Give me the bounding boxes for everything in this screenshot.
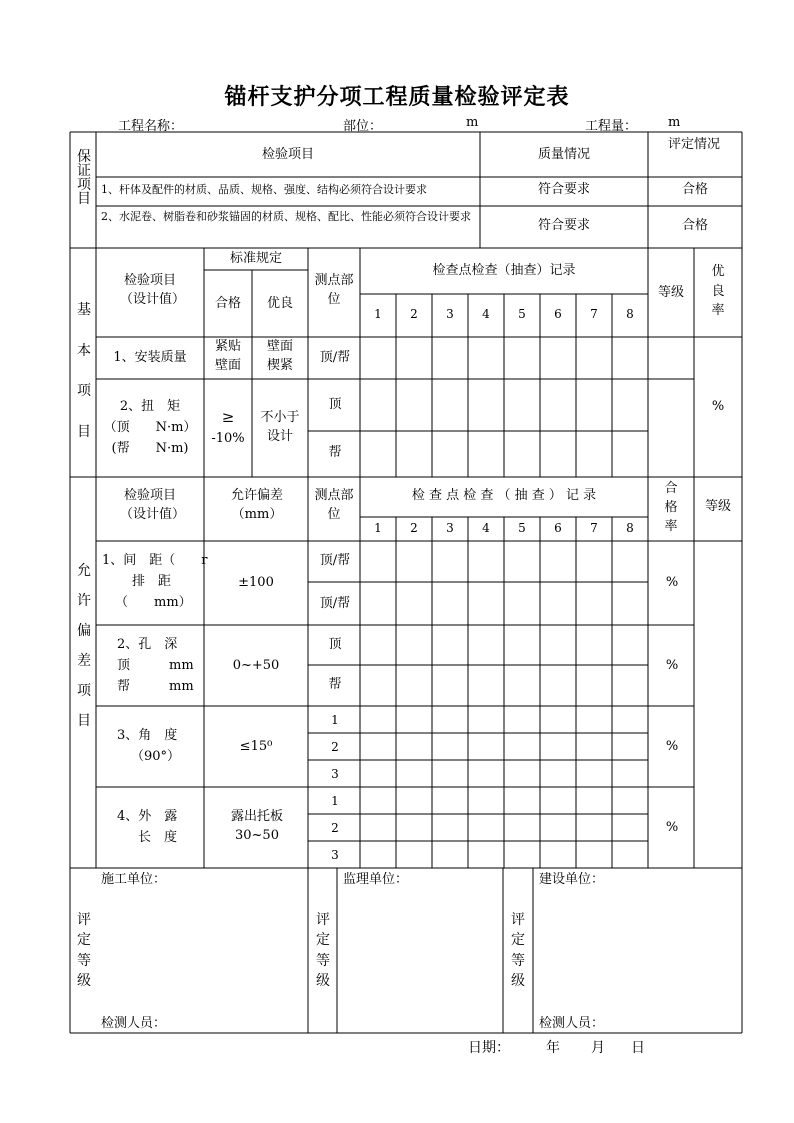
date-day: 日 xyxy=(631,1040,645,1056)
basic-col-pos: 测点部位 xyxy=(314,273,354,307)
tol-pos-1b: 顶/帮 xyxy=(319,596,351,611)
tol-item-2b: 顶 mm xyxy=(117,658,194,673)
tol-pos-4-1: 1 xyxy=(331,794,339,808)
basic-col-good: 优良 xyxy=(266,296,293,311)
supervision-unit-label: 监理单位： xyxy=(343,872,409,887)
date-month: 月 xyxy=(591,1040,605,1056)
basic-item-2a: 2、扭 矩 xyxy=(119,399,181,414)
basic-col-grade: 等级 xyxy=(657,285,684,300)
tol-rate-4: % xyxy=(665,820,679,835)
basic-good-1: 壁面楔紧 xyxy=(266,339,293,373)
tol-pos-2a: 顶 xyxy=(328,637,342,652)
tol-rate-3: % xyxy=(665,739,679,754)
tol-record-number-4: 4 xyxy=(482,521,490,535)
tol-pos-4-3: 3 xyxy=(331,848,339,862)
tol-record-number-1: 1 xyxy=(374,521,382,535)
basic-record-number-1: 1 xyxy=(374,307,382,321)
eval-label-2: 评 定 等 级 xyxy=(316,912,330,989)
tol-item-1c: （ mm） xyxy=(115,595,192,610)
tol-record-number-6: 6 xyxy=(554,521,562,535)
tol-col-item: 检验项目（设计值） xyxy=(120,488,186,522)
tol-record-number-3: 3 xyxy=(446,521,454,535)
basic-record-number-7: 7 xyxy=(590,307,598,321)
tol-allow-4: 露出托板30~50 xyxy=(230,809,283,843)
tol-allow-2: 0~+50 xyxy=(232,658,280,673)
tol-item-2a: 2、孔 深 xyxy=(117,637,178,652)
basic-record-number-3: 3 xyxy=(446,307,454,321)
basic-record-number-4: 4 xyxy=(482,307,490,321)
eval-label-3: 评 定 等 级 xyxy=(511,912,525,989)
basic-pass-2b: -10% xyxy=(211,431,245,446)
tol-col-grade: 等级 xyxy=(704,499,731,514)
guarantee-quality-2: 符合要求 xyxy=(537,218,590,233)
guarantee-section-label: 保 证 项 目 xyxy=(77,149,91,207)
basic-good-2: 不小于设计 xyxy=(260,410,300,444)
guarantee-col-item: 检验项目 xyxy=(261,147,314,162)
basic-rate: % xyxy=(711,399,725,414)
basic-pass-1: 紧贴壁面 xyxy=(214,339,241,373)
tol-col-rate: 合格率 xyxy=(664,481,678,534)
basic-col-record: 检查点检查（抽查）记录 xyxy=(432,263,576,278)
tol-pos-4-2: 2 xyxy=(331,821,339,835)
project-name-label: 工程名称： xyxy=(118,119,184,134)
guarantee-quality-1: 符合要求 xyxy=(537,182,590,197)
inspector-label-1: 检测人员： xyxy=(101,1016,167,1031)
tol-pos-2b: 帮 xyxy=(328,677,342,692)
basic-record-number-5: 5 xyxy=(518,307,526,321)
tol-col-allow: 允许偏差（mm） xyxy=(230,488,283,522)
tol-rate-2: % xyxy=(665,658,679,673)
tol-col-pos: 测点部位 xyxy=(314,488,354,522)
tol-pos-3-3: 3 xyxy=(331,767,339,781)
basic-record-number-2: 2 xyxy=(410,307,418,321)
form-title: 锚杆支护分项工程质量检验评定表 xyxy=(224,84,570,110)
guarantee-item-2: 2、水泥卷、树脂卷和砂浆锚固的材质、规格、配比、性能必须符合设计要求 xyxy=(101,210,471,223)
tol-allow-1: ±100 xyxy=(238,575,274,590)
tol-item-3a: 3、角 度 xyxy=(117,728,178,743)
basic-pos-2-top: 顶 xyxy=(328,397,342,412)
construction-unit-label: 施工单位： xyxy=(101,872,167,887)
tol-item-1b: 排 距 xyxy=(132,574,172,589)
tol-col-record: 检 查 点 检 查 （ 抽 查 ） 记 录 xyxy=(411,488,597,503)
basic-record-number-6: 6 xyxy=(554,307,562,321)
tol-record-number-7: 7 xyxy=(590,521,598,535)
part-unit: m xyxy=(466,115,479,130)
guarantee-eval-2: 合格 xyxy=(681,218,708,233)
tol-item-4b: 长 度 xyxy=(138,830,178,845)
basic-col-pass: 合格 xyxy=(214,296,241,311)
tol-pos-1a: 顶/帮 xyxy=(319,553,351,568)
tol-item-2c: 帮 mm xyxy=(117,679,194,694)
tol-rate-1: % xyxy=(665,575,679,590)
guarantee-col-eval: 评定情况 xyxy=(667,137,720,152)
guarantee-eval-1: 合格 xyxy=(681,182,708,197)
tol-record-number-2: 2 xyxy=(410,521,418,535)
tol-allow-3: ≤15⁰ xyxy=(239,739,273,754)
basic-record-number-8: 8 xyxy=(626,307,634,321)
basic-col-good-rate: 优良率 xyxy=(711,264,725,318)
guarantee-col-quality: 质量情况 xyxy=(537,147,590,162)
tol-pos-3-2: 2 xyxy=(331,740,339,754)
tol-item-3b: （90°） xyxy=(131,749,181,764)
basic-pos-2-side: 帮 xyxy=(328,445,342,460)
tolerance-section-label: 允 许 偏 差 项 目 xyxy=(77,563,91,730)
basic-item-1: 1、安装质量 xyxy=(113,350,187,365)
basic-pass-2a: ≥ xyxy=(221,408,235,426)
quantity-unit: m xyxy=(668,115,681,130)
eval-label-1: 评 定 等 级 xyxy=(77,912,91,989)
basic-col-item: 检验项目（设计值） xyxy=(120,273,186,307)
part-label: 部位： xyxy=(343,119,383,134)
tol-pos-3-1: 1 xyxy=(331,713,339,727)
basic-item-2c: (帮 N·m) xyxy=(111,441,189,456)
owner-unit-label: 建设单位： xyxy=(539,872,605,887)
date-year: 年 xyxy=(546,1040,560,1056)
date-label: 日期： xyxy=(468,1040,510,1056)
basic-pos-1: 顶/帮 xyxy=(319,350,351,365)
basic-item-2b: （顶 N·m） xyxy=(103,420,197,435)
tol-record-number-8: 8 xyxy=(626,521,634,535)
tol-record-number-5: 5 xyxy=(518,521,526,535)
basic-col-standard: 标准规定 xyxy=(229,251,282,266)
quantity-label: 工程量： xyxy=(585,119,638,134)
tol-item-4a: 4、外 露 xyxy=(117,809,178,824)
basic-section-label: 基 本 项 目 xyxy=(77,302,91,440)
tol-item-1a: 1、间 距（ r xyxy=(102,553,208,568)
inspector-label-2: 检测人员： xyxy=(539,1016,605,1031)
guarantee-item-1: 1、杆体及配件的材质、品质、规格、强度、结构必须符合设计要求 xyxy=(101,183,427,196)
